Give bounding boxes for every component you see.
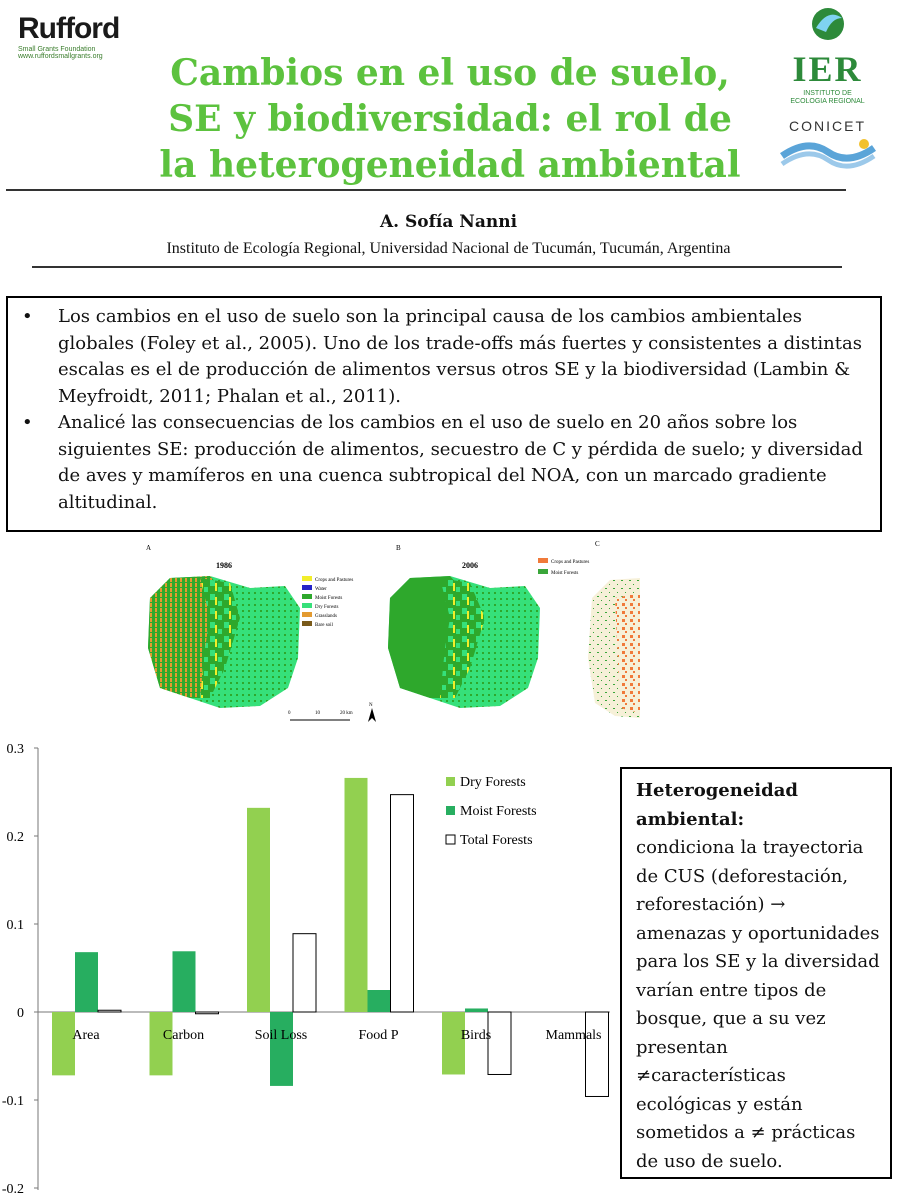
ier-globe-icon [798, 4, 858, 44]
y-tick-label: 0.2 [6, 830, 24, 845]
panel-a-letter: A [146, 544, 152, 552]
north-arrow-icon [368, 703, 376, 722]
bar-soil-loss-dry-forests [247, 808, 270, 1012]
rufford-tagline: Small Grants Foundation [18, 46, 96, 53]
bar-soil-loss-total-forests [293, 934, 316, 1012]
poster-title: Cambios en el uso de suelo, SE y biodiversidad: el rol de la heterogeneidad ambiental [159, 52, 741, 186]
bar-food-p-dry-forests [345, 778, 368, 1012]
ier-sub2: ECOLOGIA REGIONAL [790, 98, 865, 105]
y-tick-label: 0 [17, 1006, 24, 1021]
bar-food-p-moist-forests [368, 990, 391, 1012]
category-label: Birds [460, 1028, 492, 1043]
bar-food-p-total-forests [391, 795, 414, 1012]
bar-area-dry-forests [52, 1012, 75, 1075]
bar-carbon-moist-forests [173, 951, 196, 1012]
affiliation: Instituto de Ecología Regional, Universidad Nacional de Tucumán, Tucumán, Argentina [166, 240, 731, 257]
category-label: Area [72, 1028, 100, 1043]
y-tick-label: -0.2 [1, 1182, 24, 1197]
rufford-url: www.ruffordsmallgrants.org [18, 53, 103, 60]
forest-change-bar-chart [0, 730, 620, 1200]
bar-birds-total-forests [488, 1012, 511, 1074]
svg-text:Dry Forests: Dry Forests [315, 605, 339, 610]
conclusion-box [620, 767, 892, 1179]
conclusion-heading: Heterogeneidad ambiental: [636, 780, 798, 830]
category-label: Mammals [545, 1028, 602, 1043]
panel-b-letter: B [396, 544, 401, 552]
panel-c-letter: C [595, 540, 600, 548]
svg-text:0: 0 [288, 711, 291, 716]
bar-birds-dry-forests [442, 1012, 465, 1074]
title-rule [6, 189, 846, 191]
conicet-text: CONICET [789, 118, 866, 134]
y-tick-label: 0.3 [6, 742, 24, 757]
land-use-maps [140, 538, 640, 728]
intro-bullet: • Los cambios en el uso de suelo son la principal causa de los cambios ambientales globales (Foley et al., 2005). Uno de los trade-offs más fuertes y consistentes a distintas escalas es el de producción de alimentos versus otros SE y la biodiversidad (Lambin & Meyfroidt, 2011; Phalan et al., 2011). [58, 304, 866, 410]
bar-carbon-total-forests [196, 1012, 219, 1014]
y-tick-label: -0.1 [1, 1094, 24, 1109]
bar-birds-moist-forests [465, 1008, 488, 1012]
bar-soil-loss-moist-forests [270, 1012, 293, 1086]
conclusion-body: condiciona la trayectoria de CUS (deforestación, reforestación) → amenazas y oportunidades para los SE y la diversidad varían entre tipos de bosque, que a su vez presentan ≠características ecológicas y están sometidos a ≠ prácticas de uso de suelo. [636, 837, 880, 1172]
svg-text:Moist Forests: Moist Forests [551, 571, 579, 576]
map-legend-ab [302, 576, 353, 628]
bar-carbon-dry-forests [150, 1012, 173, 1075]
legend-label: Moist Forests [460, 804, 537, 819]
legend-label: Dry Forests [460, 775, 526, 790]
svg-text:Grasslands: Grasslands [315, 614, 337, 619]
svg-text:Crops and Pastures: Crops and Pastures [315, 578, 354, 583]
svg-text:20 km: 20 km [340, 711, 353, 716]
bar-area-total-forests [98, 1010, 121, 1012]
category-label: Soil Loss [254, 1028, 308, 1043]
svg-text:Crops and Pastures: Crops and Pastures [551, 560, 590, 565]
author-name: A. Sofía Nanni [379, 212, 518, 232]
map-year-b: 2006 [462, 561, 478, 570]
map-scale-bar [288, 711, 353, 720]
svg-text:N: N [369, 703, 373, 708]
category-label: Food P [358, 1028, 399, 1043]
intro-box [6, 296, 882, 532]
conicet-ribbon-icon [778, 134, 878, 170]
ier-conicet-logos [770, 4, 885, 184]
intro-bullet: • Analicé las consecuencias de los cambios en el uso de suelo en 20 años sobre los siguientes SE: producción de alimentos, secuestro de C y pérdida de suelo; y diversidad de aves y mamíferos en una cuenca subtropical del NOA, con un marcado gradiente altitudinal. [58, 410, 866, 516]
rufford-logo [18, 12, 148, 72]
ier-sub1: INSTITUTO DE [803, 90, 852, 97]
ier-text: IER [792, 49, 863, 89]
affiliation-rule [32, 266, 842, 268]
map-legend-c [538, 558, 589, 576]
bar-mammals-total-forests [586, 1012, 609, 1096]
svg-text:Moist Forests: Moist Forests [315, 596, 343, 601]
svg-text:10: 10 [315, 711, 320, 716]
legend-label: Total Forests [460, 833, 533, 848]
legend-swatch [446, 777, 455, 786]
category-label: Carbon [162, 1028, 205, 1043]
map-year-a: 1986 [216, 561, 232, 570]
svg-text:Water: Water [315, 587, 327, 592]
legend-swatch [446, 806, 455, 815]
legend-swatch [446, 835, 455, 844]
bar-area-moist-forests [75, 952, 98, 1012]
rufford-brand: Rufford [18, 12, 120, 45]
svg-text:Bare soil: Bare soil [315, 623, 333, 628]
y-tick-label: 0.1 [6, 918, 24, 933]
